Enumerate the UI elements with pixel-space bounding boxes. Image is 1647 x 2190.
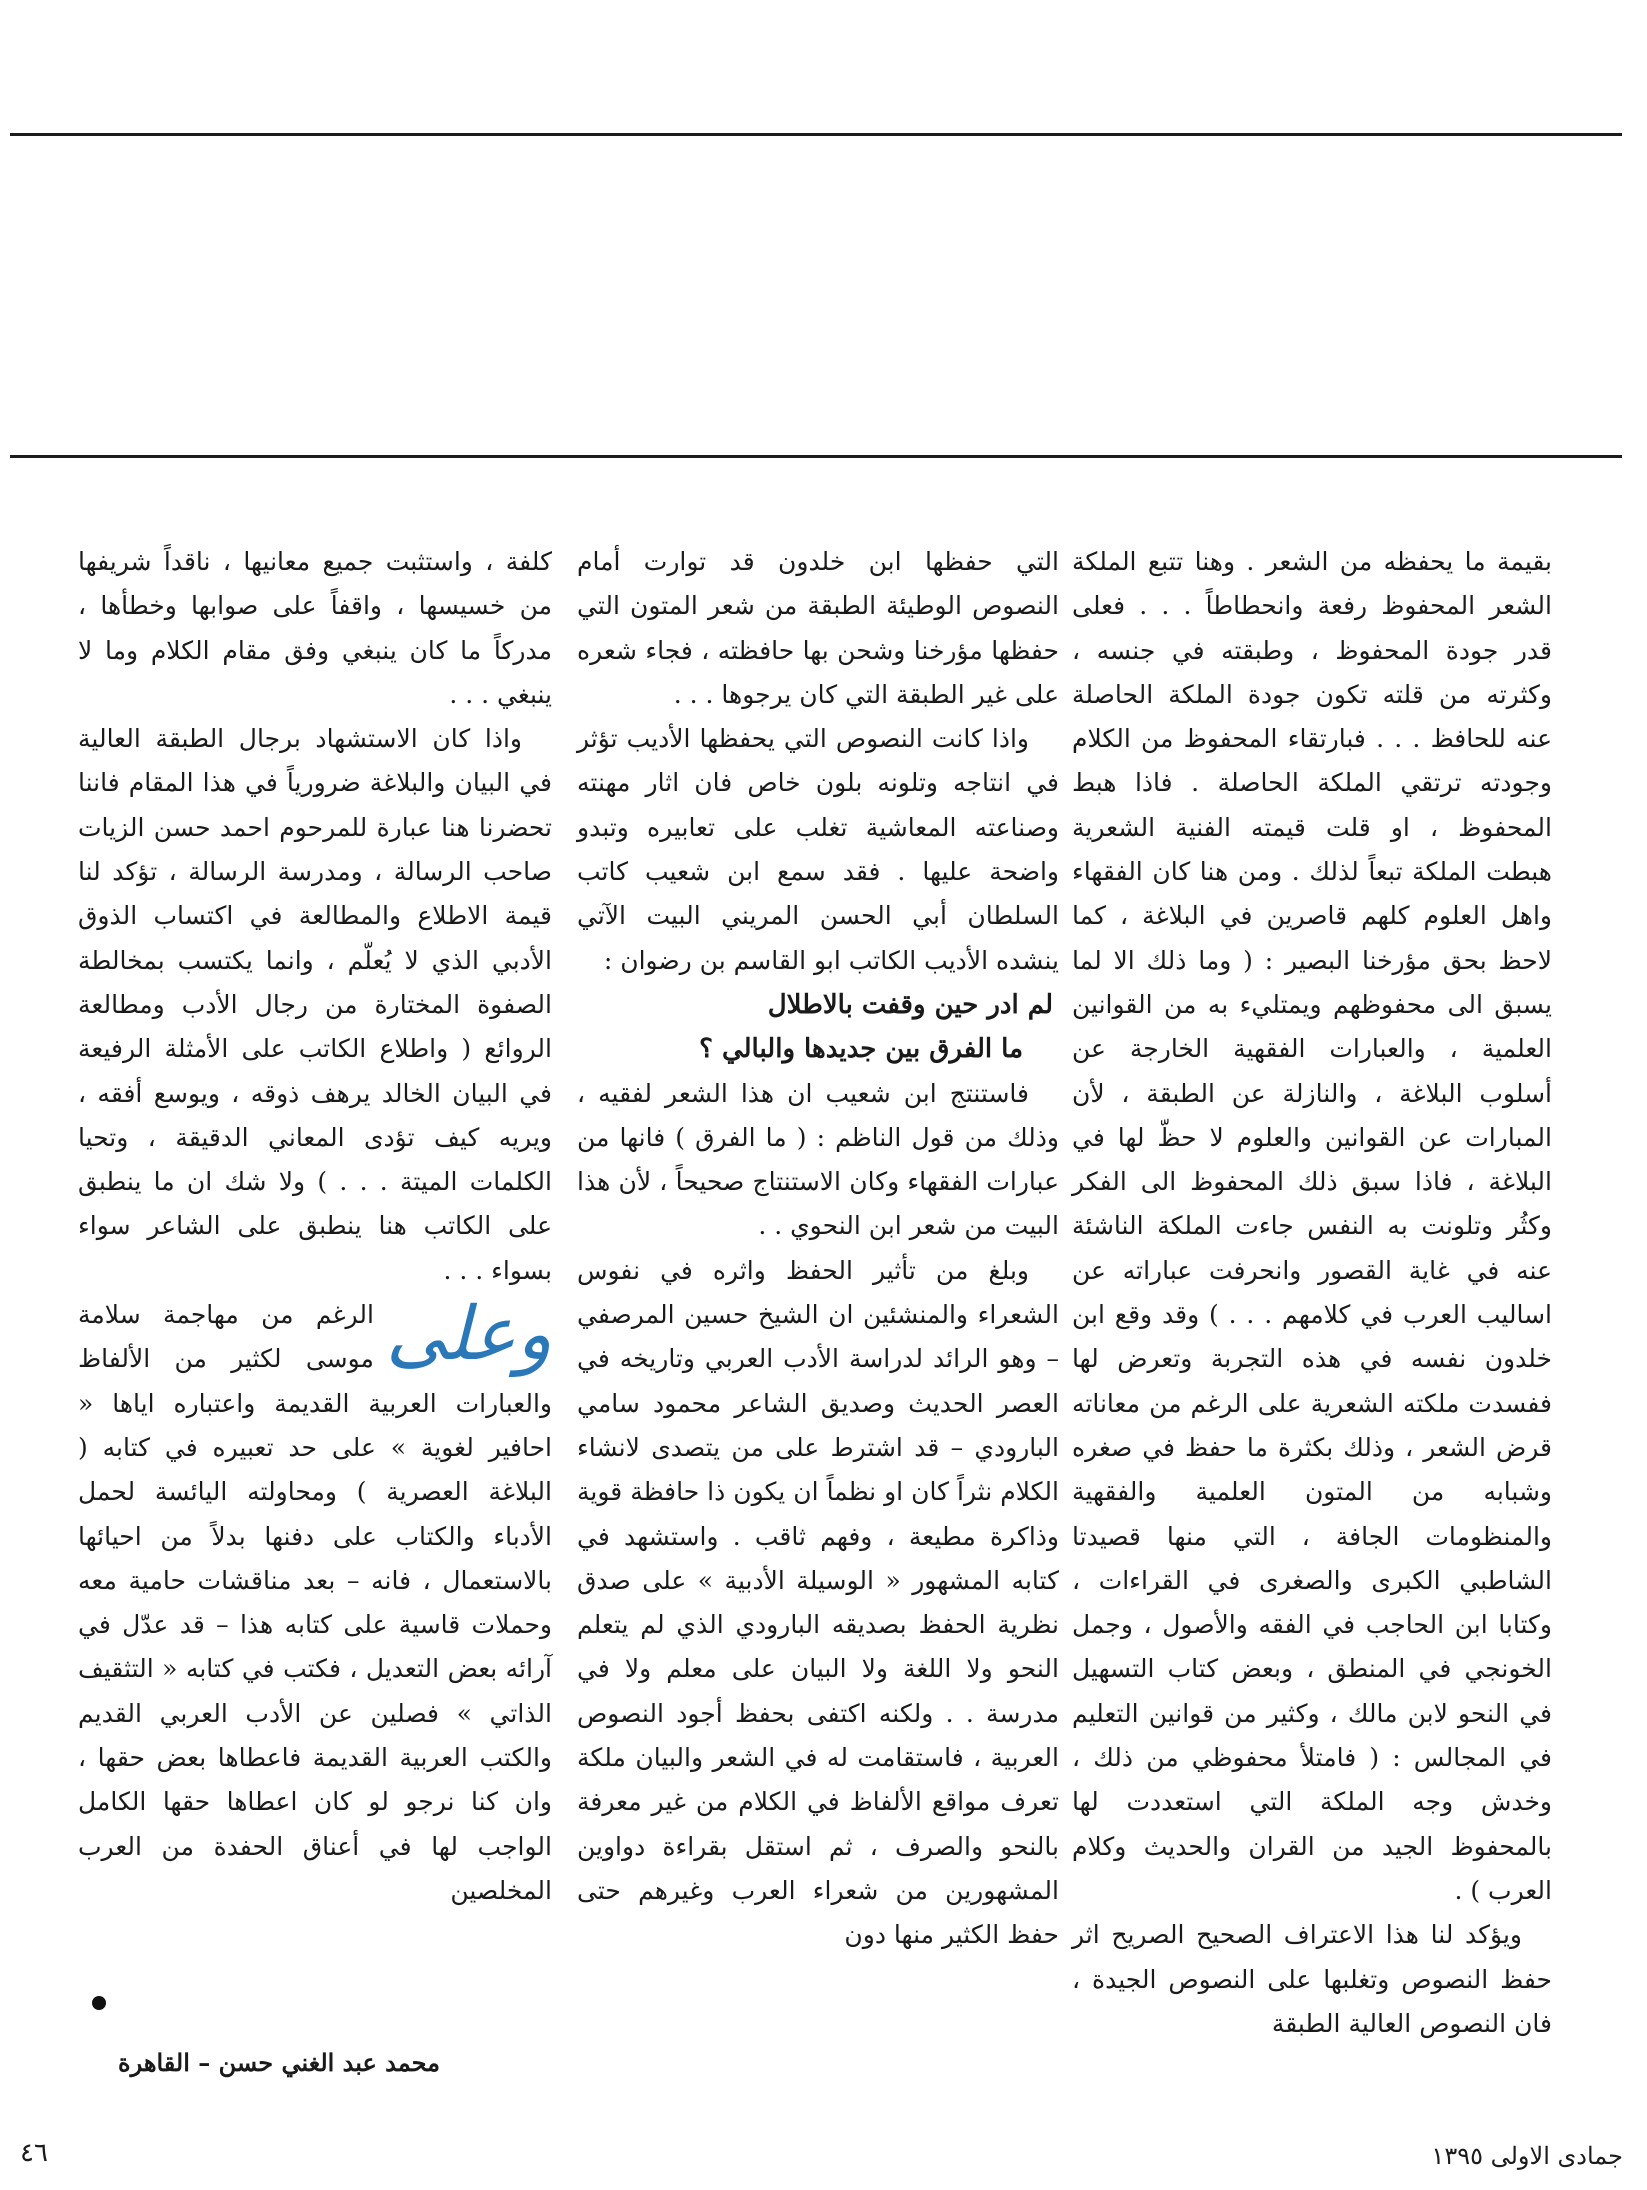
header-rule [10, 455, 1622, 458]
paragraph: واذا كان الاستشهاد برجال الطبقة العالية في البيان والبلاغة ضرورياً في هذا المقام فاننا تحضرنا هنا عبارة للمرحوم احمد حسن الزيات صاحب الرسالة ، ومدرسة الرسالة ، تؤكد لنا قيمة الاطلاع والمطالعة في اكتساب الذوق الأدبي الذي لا يُعلّم ، وانما يكتسب بمخالطة الصفوة المختارة من رجال الأدب ومطالعة الروائع ( واطلاع الكاتب على الأمثلة الرفيعة في البيان الخالد يرهف ذوقه ، ويوسع أفقه ، ويريه كيف تؤدى المعاني الدقيقة ، وتحيا الكلمات الميتة . . . ) ولا شك ان ما ينطبق على الكاتب هنا ينطبق على الشاعر سواء بسواء . . . [78, 724, 552, 1285]
paragraph: وبلغ من تأثير الحفظ واثره في نفوس الشعراء والمنشئين ان الشيخ حسين المرصفي – وهو الرائد لدراسة الأدب العربي وتاريخه في العصر الحديث وصديق الشاعر محمود سامي البارودي – قد اشترط على من يتصدى لانشاء الكلام نثراً كان او نظماً ان يكون ذا حافظة قوية وذاكرة مطيعة ، وفهم ثاقب . واستشهد في كتابه المشهور « الوسيلة الأدبية » على صدق نظرية الحفظ بصديقه البارودي الذي لم يتعلم النحو ولا اللغة ولا البيان على معلم ولا في مدرسة . . ولكنه اكتفى بحفظ أجود النصوص العربية ، فاستقامت له في الشعر والبيان ملكة تعرف مواقع الألفاظ في الكلام من غير معرفة بالنحو والصرف ، ثم استقل بقراءة دواوين المشهورين من شعراء العرب وغيرهم حتى حفظ الكثير منها دون [577, 1255, 1059, 1950]
poem-verse-line: ما الفرق بين جديدها والبالي ؟ [699, 1034, 1023, 1065]
author-signature: محمد عبد الغني حسن – القاهرة [118, 2048, 440, 2077]
article-column-middle [577, 540, 1059, 1958]
poem-verse-line: لم ادر حين وقفت بالاطلال [767, 989, 1053, 1020]
paragraph: بقيمة ما يحفظه من الشعر . وهنا تتبع الملكة الشعر المحفوظ رفعة وانحطاطاً . . . فعلى قدر جودة المحفوظ ، وطبقته في جنسه ، وكثرته من قلته تكون جودة الملكة الحاصلة عنه للحافظ . . . فبارتقاء المحفوظ من الكلام وجودته ترتقي الملكة الحاصلة . فاذا هبط المحفوظ ، او قلت قيمته الفنية الشعرية هبطت الملكة تبعاً لذلك . ومن هنا كان الفقهاء واهل العلوم كلهم قاصرين في البلاغة ، كما لاحظ بحق مؤرخنا البصير : ( وما ذلك الا لما يسبق الى محفوظهم ويمتليء به من القوانين العلمية ، والعبارات الفقهية الخارجة عن أسلوب البلاغة ، والنازلة عن الطبقة ، لأن المبارات عن القوانين والعلوم لا حظّ لها في البلاغة ، فاذا سبق ذلك المحفوظ الى الفكر وكثُر وتلونت به النفس جاءت الملكة الناشئة عنه في غاية القصور وانحرفت عباراته عن اساليب العرب في كلامهم . . . ) وقد وقع ابن خلدون نفسه في هذه التجربة وتعرض لها ففسدت ملكته الشعرية على الرغم من معاناته قرض الشعر ، وذلك بكثرة ما حفظ في صغره وشبابه من المتون العلمية والفقهية والمنظومات الجافة ، التي منها قصيدتا الشاطبي الكبرى والصغرى في القراءات ، وكتابا ابن الحاجب في الفقه والأصول ، وجمل الخونجي في المنطق ، وبعض كتاب التسهيل في النحو لابن مالك ، وكثير من قوانين التعليم في المجالس : ( فامتلأ محفوظي من ذلك ، وخدش وجه الملكة التي استعددت لها بالمحفوظ الجيد من القران والحديث وكلام العرب ) . [1072, 547, 1552, 1905]
paragraph: فاستنتج ابن شعيب ان هذا الشعر لفقيه ، وذلك من قول الناظم : ( ما الفرق ) فانها من عبارات الفقهاء وكان الاستنتاج صحيحاً ، لأن هذا البيت من شعر ابن النحوي . . [577, 1078, 1059, 1241]
paragraph: الرغم من مهاجمة سلامة موسى لكثير من الألفاظ والعبارات العربية القديمة واعتباره اياها « احافير لغوية » على حد تعبيره في كتابه ( البلاغة العصرية ) ومحاولته اليائسة لحمل الأدباء والكتاب على دفنها بدلاً من احيائها بالاستعمال ، فانه – بعد مناقشات حامية معه وحملات قاسية على كتابه هذا – قد عدّل في آرائه بعض التعديل ، فكتب في كتابه « التثقيف الذاتي » فصلين عن الأدب العربي القديم والكتب العربية القديمة فاعطاها بعض حقها ، وان كنا نرجو لو كان اعطاها حقها الكامل الواجب لها في أعناق الحفدة من العرب المخلصين [78, 1300, 552, 1905]
dropcap: وعلى [385, 1291, 552, 1378]
top-rule [10, 133, 1622, 136]
page-number: ٤٦ [20, 2138, 48, 2168]
paragraph: التي حفظها ابن خلدون قد توارت أمام النصوص الوطيئة الطبقة من شعر المتون التي حفظها مؤرخنا وشحن بها حافظته ، فجاء شعره على غير الطبقة التي كان يرجوها . . . [577, 547, 1059, 709]
footer-date: جمادى الاولى ١٣٩٥ [1431, 2142, 1623, 2170]
dropcap-paragraph [78, 1293, 552, 1913]
paragraph: ويؤكد لنا هذا الاعتراف الصحيح الصريح اثر حفظ النصوص وتغلبها على النصوص الجيدة ، فان النصوص العالية الطبقة [1072, 1920, 1552, 2038]
paragraph: واذا كانت النصوص التي يحفظها الأديب تؤثر في انتاجه وتلونه بلون خاص فان اثار مهنته وصناعته المعاشية تغلب على تعابيره وتبدو واضحة عليها . فقد سمع ابن شعيب كاتب السلطان أبي الحسن المريني البيت الآتي ينشده الأديب الكاتب ابو القاسم بن رضوان : [577, 724, 1059, 975]
article-column-right [1072, 540, 1552, 2046]
article-column-left [78, 540, 552, 1913]
paragraph: كلفة ، واستثبت جميع معانيها ، ناقداً شريفها من خسيسها ، واقفاً على صوابها وخطأها ، مدركاً ما كان ينبغي وفق مقام الكلام وما لا ينبغي . . . [78, 547, 552, 709]
end-mark-icon [92, 1996, 106, 2010]
